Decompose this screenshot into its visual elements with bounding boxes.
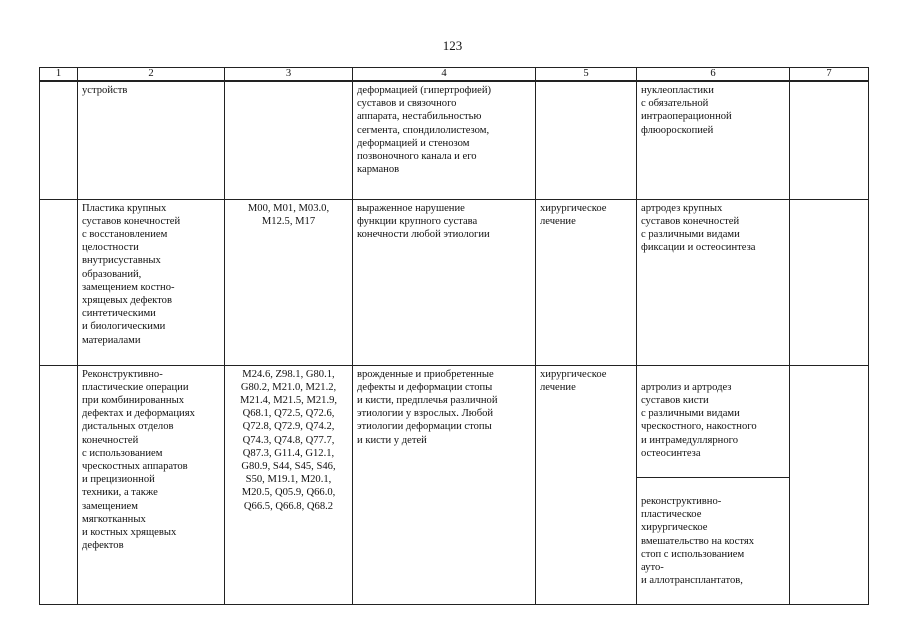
icd-codes-cell: M24.6, Z98.1, G80.1, G80.2, M21.0, M21.2, M21.4, M21.5, M21.9, Q68.1, Q72.5, Q72.6, Q72.8, Q72.9, Q74.2, Q74.3, Q74.8, Q77.7, Q87.3, G11.4, G12.1, G80.9, S44, S45, S46, S50, M19.1, M20.1, M20.5, Q05.9, Q66.0, Q66.5, Q66.8, Q68.2 bbox=[225, 365, 353, 604]
icd-codes-cell: M00, M01, M03.0, M12.5, M17 bbox=[225, 199, 353, 365]
medical-care-table bbox=[39, 67, 869, 605]
intervention-name-cell: Реконструктивно- пластические операции при комбинированных дефектах и деформациях дистальных отделов конечностей с использованием чрескостных аппаратов и прецизионной техники, а также замещением мягкотканных и костных хрящевых дефектов bbox=[78, 365, 225, 604]
row-number-cell bbox=[40, 81, 78, 199]
column-number-6: 6 bbox=[637, 68, 790, 82]
treatment-method-reconstructive: реконструктивно- пластическое хирургическое вмешательство на костях стоп с использованием ауто- и аллотрансплантатов, bbox=[641, 495, 755, 587]
column-number-4: 4 bbox=[353, 68, 536, 82]
table-row bbox=[40, 199, 869, 365]
treatment-method-cell: артродез крупных суставов конечностей с различными видами фиксации и остеосинтеза bbox=[637, 199, 790, 365]
intervention-name-cell: устройств bbox=[78, 81, 225, 199]
intervention-name-cell: Пластика крупных суставов конечностей с восстановлением целостности внутрисуставных образований, замещением костно- хрящевых дефектов синтетическими и биологическими материалами bbox=[78, 199, 225, 365]
treatment-type-cell: хирургическое лечение bbox=[536, 199, 637, 365]
table-row bbox=[40, 81, 869, 199]
norm-cost-cell bbox=[790, 199, 869, 365]
treatment-method-cell bbox=[637, 365, 790, 604]
treatment-type-cell bbox=[536, 81, 637, 199]
patient-model-cell: деформацией (гипертрофией) суставов и связочного аппарата, нестабильностью сегмента, спондилолистезом, деформацией и стенозом позвоночного канала и его карманов bbox=[353, 81, 536, 199]
column-number-5: 5 bbox=[536, 68, 637, 82]
column-number-3: 3 bbox=[225, 68, 353, 82]
treatment-method-cell: нуклеопластики с обязательной интраоперационной флюороскопией bbox=[637, 81, 790, 199]
norm-cost-cell bbox=[790, 81, 869, 199]
column-number-row bbox=[40, 68, 869, 82]
row-number-cell bbox=[40, 365, 78, 604]
patient-model-cell: выраженное нарушение функции крупного сустава конечности любой этиологии bbox=[353, 199, 536, 365]
column-number-2: 2 bbox=[78, 68, 225, 82]
column-number-7: 7 bbox=[790, 68, 869, 82]
patient-model-cell: врожденные и приобретенные дефекты и деформации стопы и кисти, предплечья различной этиологии у взрослых. Любой этиологии деформации стопы и кисти у детей bbox=[353, 365, 536, 604]
treatment-method-arthrolysis: артролиз и артродез суставов кисти с различными видами чрескостного, накостного и интрамедуллярного остеосинтеза bbox=[637, 379, 789, 478]
table-row bbox=[40, 365, 869, 604]
page-number: 123 bbox=[442, 38, 463, 53]
row-number-cell bbox=[40, 199, 78, 365]
treatment-type-cell: хирургическое лечение bbox=[536, 365, 637, 604]
icd-codes-cell bbox=[225, 81, 353, 199]
column-number-1: 1 bbox=[40, 68, 78, 82]
norm-cost-cell bbox=[790, 365, 869, 604]
